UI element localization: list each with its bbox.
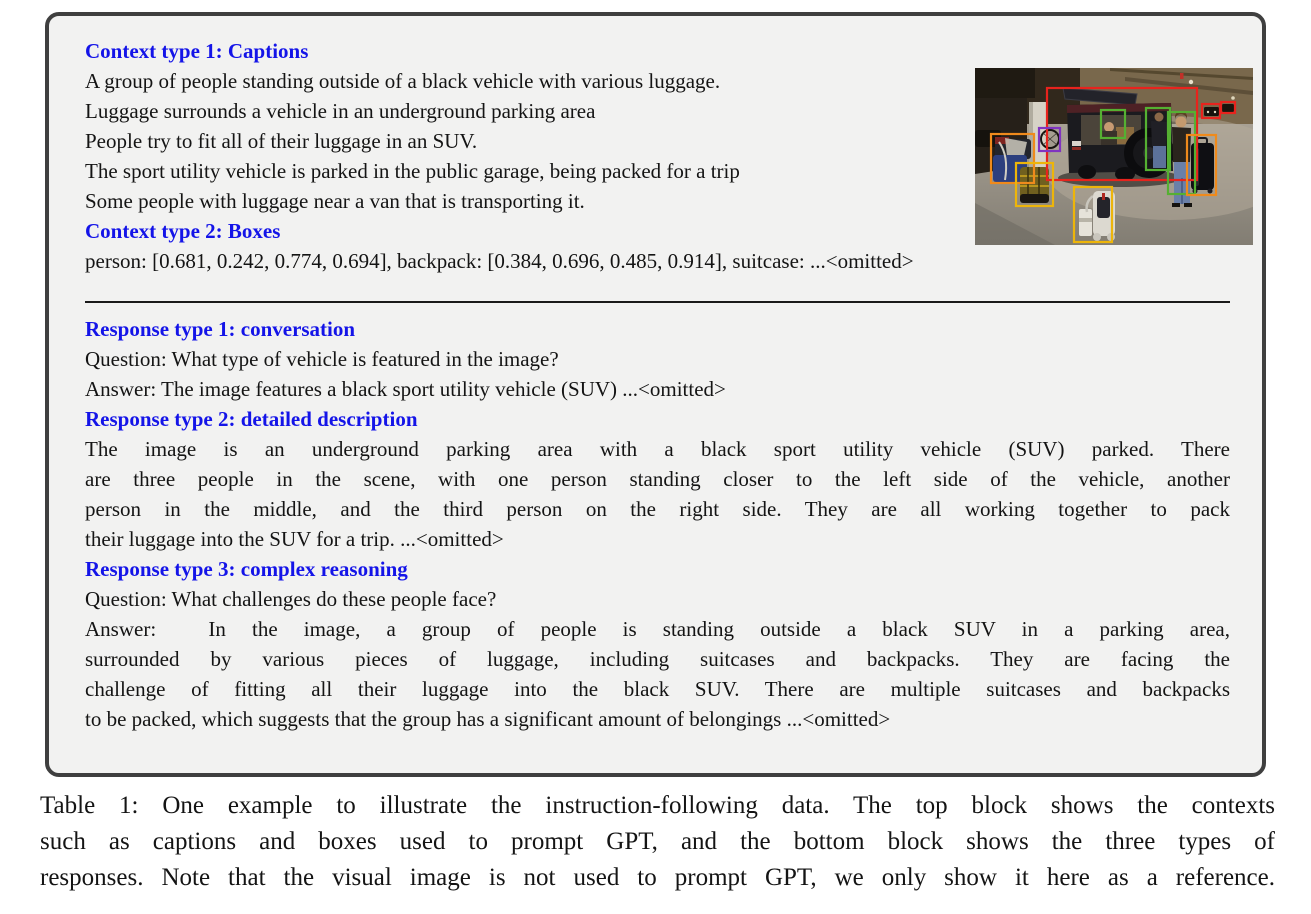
caption-line: Some people with luggage near a van that is transporting it. <box>85 189 585 213</box>
reference-photo <box>975 68 1253 245</box>
response-reasoning-heading: Response type 3: complex reasoning <box>85 557 408 581</box>
response-description-heading: Response type 2: detailed description <box>85 407 418 431</box>
description-line: The image is an underground parking area with a black sport utility vehicle (SUV) parked. There <box>85 437 1230 461</box>
caption-line: People try to fit all of their luggage in an SUV. <box>85 129 478 153</box>
description-line: are three people in the scene, with one person standing closer to the left side of the vehicle, another <box>85 467 1230 491</box>
description-line: their luggage into the SUV for a trip. ...<omitted> <box>85 527 504 551</box>
table-caption-line: such as captions and boxes used to prompt GPT, and the bottom block shows the three types of <box>40 828 1275 855</box>
reasoning-answer-line: challenge of fitting all their luggage into the black SUV. There are multiple suitcases and backpacks <box>85 677 1230 701</box>
conversation-question: Question: What type of vehicle is featured in the image? <box>85 347 559 371</box>
conversation-answer: Answer: The image features a black sport utility vehicle (SUV) ...<omitted> <box>85 377 726 401</box>
person-inside-head <box>1104 122 1114 132</box>
caption-line: Luggage surrounds a vehicle in an underground parking area <box>85 99 596 123</box>
red-ceiling-light <box>1180 73 1184 79</box>
table-caption-line: Table 1: One example to illustrate the instruction-following data. The top block shows the contexts <box>40 792 1275 819</box>
white-canister <box>1079 209 1092 236</box>
response-conversation-heading: Response type 1: conversation <box>85 317 356 341</box>
table-caption-line: responses. Note that the visual image is not used to prompt GPT, we only show it here as a reference. <box>40 864 1275 891</box>
context-captions-heading: Context type 1: Captions <box>85 39 309 63</box>
ceiling-light <box>1189 80 1193 84</box>
boxes-coordinates-line: person: [0.681, 0.242, 0.774, 0.694], backpack: [0.384, 0.696, 0.485, 0.914], suitcase: ...<omitted> <box>85 249 914 273</box>
context-boxes-heading: Context type 2: Boxes <box>85 219 281 243</box>
caption-line: A group of people standing outside of a black vehicle with various luggage. <box>85 69 721 93</box>
reasoning-answer-line: Answer: In the image, a group of people is standing outside a black SUV in a parking area, <box>85 617 1230 641</box>
description-line: person in the middle, and the third person on the right side. They are all working together to pack <box>85 497 1230 521</box>
reasoning-answer-line: to be packed, which suggests that the group has a significant amount of belongings ...<omitted> <box>85 707 891 731</box>
context-response-divider <box>85 301 1230 303</box>
example-panel <box>45 12 1266 777</box>
license-plate <box>1072 141 1081 146</box>
caption-line: The sport utility vehicle is parked in the public garage, being packed for a trip <box>85 159 740 183</box>
reasoning-question: Question: What challenges do these people face? <box>85 587 497 611</box>
reasoning-answer-line: surrounded by various pieces of luggage, including suitcases and backpacks. They are facing the <box>85 647 1230 671</box>
table-caption <box>40 788 1275 896</box>
